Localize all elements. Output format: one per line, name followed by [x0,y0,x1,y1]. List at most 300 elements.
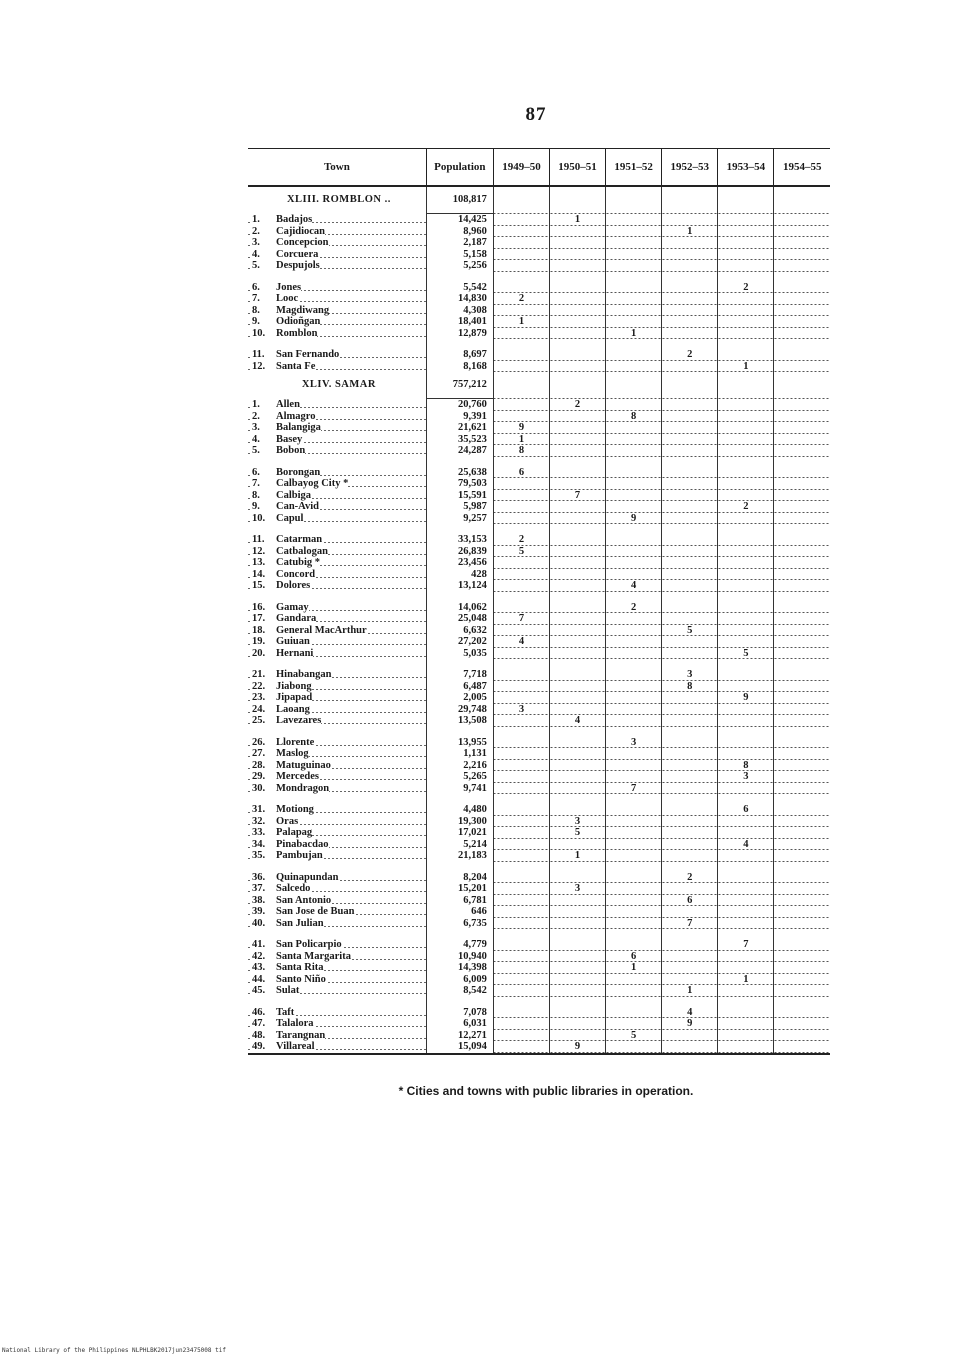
year-count-cell [606,214,662,226]
year-count-cell [606,625,662,637]
table-row [248,399,830,411]
year-count-cell [550,282,606,294]
spacer-cell [248,727,426,737]
year-count-cell [606,557,662,569]
spacer-cell [550,862,606,872]
year-count-cell [774,422,830,434]
year-count-cell [662,602,718,614]
year-count-cell [718,1030,774,1042]
year-count-cell [718,490,774,502]
spacer-cell [662,929,718,939]
town-name: Bobon [276,445,306,456]
town-cell [248,293,426,305]
table-row [248,850,830,862]
year-count-cell [606,748,662,760]
year-count-cell [493,249,549,261]
year-count-cell [550,293,606,305]
population-cell: 8,697 [426,349,493,361]
town-number: 11. [252,349,276,361]
spacer-cell [774,592,830,602]
spacer-cell [718,862,774,872]
town-cell [248,895,426,907]
table-row [248,951,830,963]
year-count-cell [774,704,830,716]
population-cell: 29,748 [426,704,493,716]
year-count-cell [718,237,774,249]
year-count-cell: 3 [606,737,662,749]
town-number: 25. [252,715,276,727]
town-name: Tarangnan [276,1029,326,1041]
town-cell [248,534,426,546]
year-count-cell [493,918,549,930]
year-count-cell [662,906,718,918]
year-count-cell [606,704,662,716]
population-cell: 2,005 [426,692,493,704]
year-count-cell [774,883,830,895]
town-cell [248,985,426,997]
year-count-cell: 2 [550,399,606,411]
population-cell: 1,131 [426,748,493,760]
town-name: Odioñgan [276,316,321,327]
year-count-cell [606,260,662,272]
town-name: Salcedo [276,883,311,894]
town-name: Catarman [276,534,323,545]
year-count-cell: 1 [718,361,774,373]
town-name: Catbalogan [276,545,328,557]
town-cell [248,214,426,226]
province-name: XLIV. SAMAR [301,379,376,391]
population-cell: 6,009 [426,974,493,986]
population-cell: 2,187 [426,237,493,249]
year-count-cell [550,186,606,214]
town-name: Sulat [276,985,300,996]
town-cell [248,692,426,704]
town-name: General MacArthur [276,624,367,636]
town-name: Corcuera [276,248,319,260]
year-count-cell [718,827,774,839]
population-cell: 7,718 [426,669,493,681]
spacer-cell [774,997,830,1007]
table-row [248,974,830,986]
year-count-cell [662,951,718,963]
town-number: 32. [252,816,276,828]
group-spacer [248,727,830,737]
table-row [248,602,830,614]
year-count-cell [662,748,718,760]
year-count-cell: 3 [718,771,774,783]
table-row [248,737,830,749]
year-count-cell [718,816,774,828]
table-row [248,715,830,727]
year-count-cell [606,361,662,373]
table-row [248,1018,830,1030]
table-row [248,1030,830,1042]
table-row [248,804,830,816]
town-name: Laoang [276,703,310,715]
year-count-cell: 6 [606,951,662,963]
population-cell: 25,048 [426,613,493,625]
town-cell [248,715,426,727]
year-count-cell [718,1018,774,1030]
year-count-cell [606,771,662,783]
year-count-cell: 9 [718,692,774,704]
year-count-cell [774,557,830,569]
table-row [248,546,830,558]
town-cell [248,748,426,760]
year-count-cell [493,669,549,681]
year-count-cell [718,962,774,974]
population-cell: 5,542 [426,282,493,294]
spacer-cell [248,272,426,282]
table-row [248,411,830,423]
year-count-cell [662,361,718,373]
population-cell: 10,940 [426,951,493,963]
town-cell [248,613,426,625]
town-number: 5. [252,445,276,457]
town-number: 24. [252,704,276,716]
town-cell [248,771,426,783]
year-count-cell: 1 [493,316,549,328]
year-count-cell [493,186,549,214]
town-name: San Fernando [276,349,340,360]
year-count-cell [493,1041,549,1054]
year-count-cell [550,305,606,317]
year-count-cell: 8 [662,681,718,693]
table-row [248,771,830,783]
year-count-cell [493,557,549,569]
year-count-cell [774,625,830,637]
year-count-cell [493,1018,549,1030]
header-1953-54: 1953–54 [718,149,774,187]
year-count-cell [718,513,774,525]
town-name: San Policarpio [276,939,342,950]
year-count-cell [493,974,549,986]
year-count-cell [662,478,718,490]
year-count-cell [606,895,662,907]
town-number: 22. [252,681,276,693]
town-number: 18. [252,625,276,637]
year-count-cell [774,850,830,862]
year-count-cell [606,872,662,884]
year-count-cell [550,445,606,457]
spacer-cell [718,659,774,669]
year-count-cell [493,985,549,997]
town-name: Romblon [276,327,318,339]
year-count-cell [774,282,830,294]
town-number: 26. [252,737,276,749]
year-count-cell [774,985,830,997]
year-count-cell: 3 [550,816,606,828]
spacer-cell [606,592,662,602]
population-cell: 15,201 [426,883,493,895]
town-cell [248,872,426,884]
table-row [248,569,830,581]
year-count-cell: 2 [718,501,774,513]
year-count-cell: 8 [606,411,662,423]
spacer-cell [662,659,718,669]
year-count-cell [718,704,774,716]
town-number: 21. [252,669,276,681]
population-cell: 7,078 [426,1007,493,1019]
year-count-cell [774,962,830,974]
year-count-cell: 7 [550,490,606,502]
year-count-cell [606,282,662,294]
year-count-cell: 9 [606,513,662,525]
spacer-cell [662,592,718,602]
year-count-cell [774,434,830,446]
year-count-cell [718,895,774,907]
group-spacer [248,524,830,534]
population-cell: 4,480 [426,804,493,816]
town-number: 12. [252,361,276,373]
year-count-cell [606,478,662,490]
year-count-cell [493,580,549,592]
table-row [248,962,830,974]
table-row [248,636,830,648]
year-count-cell [606,467,662,479]
town-name: Motiong [276,804,314,815]
year-count-cell: 5 [662,625,718,637]
library-statistics-table [248,148,830,1055]
population-cell: 12,271 [426,1030,493,1042]
spacer-cell [662,524,718,534]
town-cell [248,328,426,340]
spacer-cell [248,659,426,669]
year-count-cell [718,372,774,399]
spacer-cell [774,929,830,939]
year-count-cell [774,974,830,986]
year-count-cell [493,760,549,772]
year-count-cell [718,748,774,760]
year-count-cell [718,737,774,749]
spacer-cell [774,727,830,737]
spacer-cell [718,727,774,737]
town-number: 6. [252,282,276,294]
year-count-cell [774,872,830,884]
year-count-cell [774,316,830,328]
town-cell [248,1018,426,1030]
header-1954-55: 1954–55 [774,149,830,187]
town-number: 19. [252,636,276,648]
spacer-cell [606,997,662,1007]
year-count-cell [662,411,718,423]
year-count-cell [550,249,606,261]
population-cell: 428 [426,569,493,581]
town-number: 5. [252,260,276,272]
spacer-cell [718,997,774,1007]
year-count-cell [493,569,549,581]
town-number: 10. [252,513,276,525]
town-cell [248,783,426,795]
year-count-cell [662,939,718,951]
year-count-cell [662,962,718,974]
spacer-cell [426,272,493,282]
population-cell: 21,621 [426,422,493,434]
town-cell [248,513,426,525]
town-number: 9. [252,501,276,513]
town-cell [248,569,426,581]
spacer-cell [718,272,774,282]
town-number: 34. [252,839,276,851]
year-count-cell [550,681,606,693]
year-count-cell [774,715,830,727]
population-cell: 9,257 [426,513,493,525]
year-count-cell: 6 [493,467,549,479]
year-count-cell [662,546,718,558]
population-cell: 19,300 [426,816,493,828]
year-count-cell [606,839,662,851]
town-name: Talalora [276,1018,314,1029]
year-count-cell [606,692,662,704]
spacer-cell [718,339,774,349]
spacer-cell [248,592,426,602]
town-name: Quinapundan [276,871,339,883]
year-count-cell [550,1007,606,1019]
town-number: 44. [252,974,276,986]
year-count-cell [774,737,830,749]
population-cell: 5,035 [426,648,493,660]
town-cell [248,434,426,446]
table-row [248,237,830,249]
year-count-cell [662,328,718,340]
year-count-cell [718,399,774,411]
spacer-cell [493,862,549,872]
population-cell: 108,817 [426,186,493,214]
year-count-cell [718,783,774,795]
year-count-cell [718,883,774,895]
year-count-cell [662,1041,718,1054]
year-count-cell [550,704,606,716]
year-count-cell [550,602,606,614]
year-count-cell [662,974,718,986]
year-count-cell [774,478,830,490]
group-spacer [248,272,830,282]
town-cell [248,939,426,951]
year-count-cell [550,839,606,851]
year-count-cell [662,490,718,502]
town-name: Santa Rita [276,962,324,973]
spacer-cell [493,997,549,1007]
town-name: Concord [276,568,316,580]
population-cell: 8,204 [426,872,493,884]
year-count-cell [550,771,606,783]
year-count-cell [774,534,830,546]
year-count-cell [774,827,830,839]
year-count-cell [774,804,830,816]
year-count-cell [493,237,549,249]
year-count-cell: 8 [493,445,549,457]
spacer-cell [493,457,549,467]
town-cell [248,816,426,828]
town-name: Catubig * [276,557,321,568]
year-count-cell [606,669,662,681]
town-cell [248,918,426,930]
year-count-cell [493,951,549,963]
population-cell: 5,265 [426,771,493,783]
year-count-cell [550,557,606,569]
year-count-cell [662,501,718,513]
table-row [248,648,830,660]
year-count-cell [774,648,830,660]
town-name: Concepcion [276,237,329,248]
year-count-cell [493,883,549,895]
year-count-cell [774,692,830,704]
year-count-cell [493,282,549,294]
table-row [248,1007,830,1019]
town-number: 12. [252,546,276,558]
year-count-cell [718,569,774,581]
population-cell: 9,391 [426,411,493,423]
year-count-cell [493,850,549,862]
population-cell: 4,308 [426,305,493,317]
year-count-cell [606,546,662,558]
spacer-cell [606,272,662,282]
year-count-cell [662,399,718,411]
year-count-cell [774,1030,830,1042]
table-row [248,1041,830,1054]
table-row [248,760,830,772]
spacer-cell [550,929,606,939]
year-count-cell [550,783,606,795]
year-count-cell: 3 [493,704,549,716]
spacer-cell [550,592,606,602]
table-row [248,872,830,884]
population-cell: 24,287 [426,445,493,457]
year-count-cell [774,580,830,592]
year-count-cell [662,704,718,716]
year-count-cell [662,715,718,727]
year-count-cell [606,985,662,997]
year-count-cell [550,349,606,361]
year-count-cell [718,669,774,681]
year-count-cell [774,816,830,828]
spacer-cell [426,659,493,669]
town-number: 6. [252,467,276,479]
year-count-cell [774,918,830,930]
year-count-cell: 7 [718,939,774,951]
spacer-cell [248,929,426,939]
year-count-cell [606,906,662,918]
year-count-cell [550,692,606,704]
year-count-cell [606,827,662,839]
town-cell [248,546,426,558]
town-number: 9. [252,316,276,328]
year-count-cell [718,625,774,637]
year-count-cell [606,850,662,862]
year-count-cell [662,636,718,648]
year-count-cell [550,569,606,581]
spacer-cell [248,862,426,872]
town-cell [248,760,426,772]
year-count-cell: 5 [606,1030,662,1042]
spacer-cell [426,997,493,1007]
year-count-cell [493,399,549,411]
year-count-cell [662,1030,718,1042]
population-cell: 26,839 [426,546,493,558]
year-count-cell [550,951,606,963]
town-number: 40. [252,918,276,930]
year-count-cell [662,839,718,851]
spacer-cell [774,339,830,349]
population-cell: 12,879 [426,328,493,340]
population-cell: 17,021 [426,827,493,839]
spacer-cell [718,794,774,804]
year-count-cell [550,534,606,546]
year-count-cell [606,816,662,828]
year-count-cell: 4 [493,636,549,648]
population-cell: 5,987 [426,501,493,513]
town-number: 28. [252,760,276,772]
